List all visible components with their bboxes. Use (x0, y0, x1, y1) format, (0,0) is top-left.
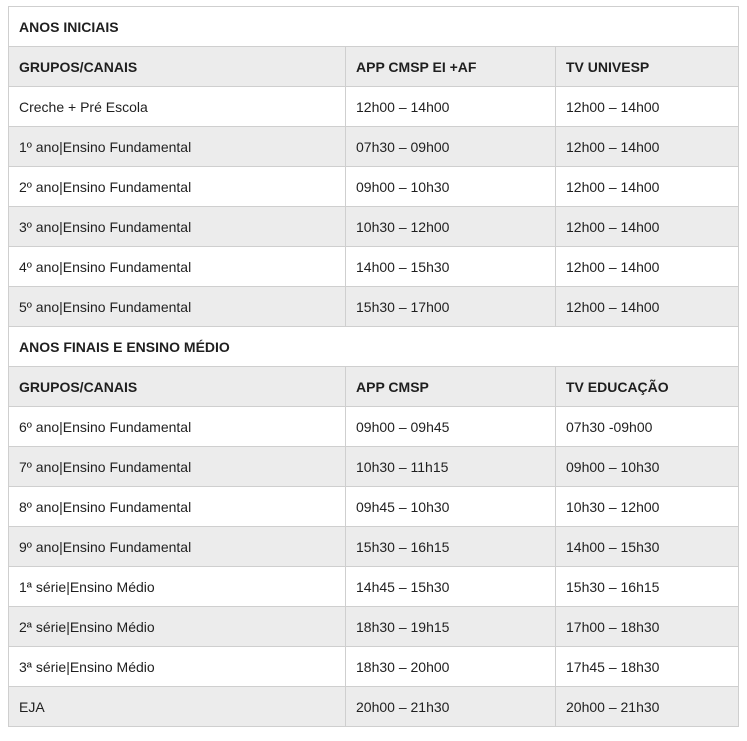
group-cell: 8º ano|Ensino Fundamental (9, 487, 346, 527)
schedule-cell: 10h30 – 11h15 (346, 447, 556, 487)
table-row (9, 287, 739, 327)
schedule-cell: 12h00 – 14h00 (556, 247, 739, 287)
table-row (9, 607, 739, 647)
column-header: GRUPOS/CANAIS (9, 367, 346, 407)
group-cell: 1ª série|Ensino Médio (9, 567, 346, 607)
group-cell: 3º ano|Ensino Fundamental (9, 207, 346, 247)
schedule-table (8, 6, 739, 727)
schedule-cell: 15h30 – 16h15 (556, 567, 739, 607)
table-row (9, 447, 739, 487)
section-title: ANOS INICIAIS (9, 7, 739, 47)
group-cell: 1º ano|Ensino Fundamental (9, 127, 346, 167)
schedule-table-container (8, 6, 738, 727)
schedule-cell: 14h45 – 15h30 (346, 567, 556, 607)
column-header: APP CMSP EI +AF (346, 47, 556, 87)
column-header: TV EDUCAÇÃO (556, 367, 739, 407)
schedule-cell: 20h00 – 21h30 (556, 687, 739, 727)
group-cell: 7º ano|Ensino Fundamental (9, 447, 346, 487)
table-row (9, 87, 739, 127)
table-row (9, 167, 739, 207)
table-row (9, 407, 739, 447)
schedule-cell: 09h45 – 10h30 (346, 487, 556, 527)
section-title-row (9, 327, 739, 367)
schedule-cell: 10h30 – 12h00 (346, 207, 556, 247)
schedule-cell: 17h00 – 18h30 (556, 607, 739, 647)
schedule-cell: 14h00 – 15h30 (346, 247, 556, 287)
group-cell: 4º ano|Ensino Fundamental (9, 247, 346, 287)
schedule-cell: 20h00 – 21h30 (346, 687, 556, 727)
group-cell: 6º ano|Ensino Fundamental (9, 407, 346, 447)
schedule-cell: 12h00 – 14h00 (556, 167, 739, 207)
schedule-table-body (9, 7, 739, 727)
table-row (9, 487, 739, 527)
schedule-cell: 12h00 – 14h00 (346, 87, 556, 127)
schedule-cell: 12h00 – 14h00 (556, 127, 739, 167)
schedule-cell: 09h00 – 10h30 (556, 447, 739, 487)
table-row (9, 687, 739, 727)
schedule-cell: 18h30 – 19h15 (346, 607, 556, 647)
schedule-cell: 09h00 – 10h30 (346, 167, 556, 207)
column-header-row (9, 47, 739, 87)
group-cell: 2ª série|Ensino Médio (9, 607, 346, 647)
group-cell: 2º ano|Ensino Fundamental (9, 167, 346, 207)
table-row (9, 207, 739, 247)
section-title: ANOS FINAIS E ENSINO MÉDIO (9, 327, 739, 367)
column-header: TV UNIVESP (556, 47, 739, 87)
column-header: APP CMSP (346, 367, 556, 407)
schedule-cell: 17h45 – 18h30 (556, 647, 739, 687)
schedule-cell: 12h00 – 14h00 (556, 207, 739, 247)
column-header: GRUPOS/CANAIS (9, 47, 346, 87)
schedule-cell: 18h30 – 20h00 (346, 647, 556, 687)
table-row (9, 567, 739, 607)
table-row (9, 247, 739, 287)
column-header-row (9, 367, 739, 407)
table-row (9, 527, 739, 567)
group-cell: EJA (9, 687, 346, 727)
schedule-cell: 07h30 -09h00 (556, 407, 739, 447)
schedule-cell: 12h00 – 14h00 (556, 87, 739, 127)
table-row (9, 127, 739, 167)
schedule-cell: 12h00 – 14h00 (556, 287, 739, 327)
schedule-cell: 07h30 – 09h00 (346, 127, 556, 167)
schedule-cell: 09h00 – 09h45 (346, 407, 556, 447)
group-cell: 3ª série|Ensino Médio (9, 647, 346, 687)
group-cell: Creche + Pré Escola (9, 87, 346, 127)
section-title-row (9, 7, 739, 47)
group-cell: 5º ano|Ensino Fundamental (9, 287, 346, 327)
schedule-cell: 15h30 – 16h15 (346, 527, 556, 567)
group-cell: 9º ano|Ensino Fundamental (9, 527, 346, 567)
schedule-cell: 10h30 – 12h00 (556, 487, 739, 527)
schedule-cell: 14h00 – 15h30 (556, 527, 739, 567)
schedule-cell: 15h30 – 17h00 (346, 287, 556, 327)
table-row (9, 647, 739, 687)
